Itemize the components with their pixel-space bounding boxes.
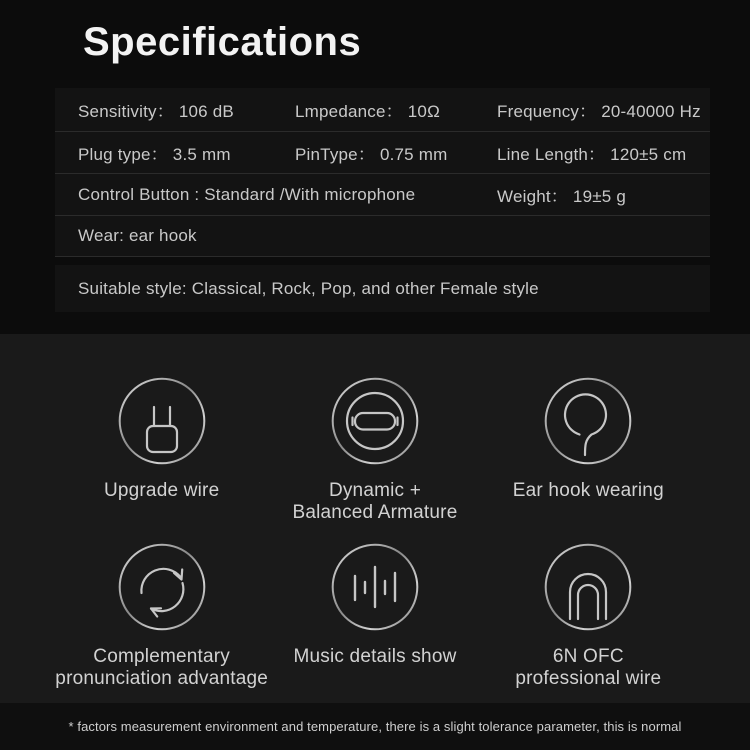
spec-suitable-style: Suitable style: Classical, Rock, Pop, and other Female style <box>78 278 539 298</box>
feature-label <box>55 646 268 689</box>
feature-music-details <box>268 543 481 703</box>
feature-dynamic-balanced-armature <box>268 377 481 537</box>
features-section <box>0 334 750 703</box>
feature-ear-hook-wearing <box>482 377 695 537</box>
feature-ofc-wire <box>482 543 695 703</box>
feature-label-line: Balanced Armature <box>292 501 458 523</box>
spec-control-button: Control Button : Standard /With microphone <box>78 184 416 204</box>
spec-table <box>55 88 710 312</box>
spec-sensitivity: Sensitivity： 106 dB <box>78 102 234 121</box>
feature-label <box>104 480 219 523</box>
page-title: Specifications <box>83 20 362 64</box>
feature-label-line: 6N OFC <box>552 646 624 667</box>
spec-plug-type: Plug type： 3.5 mm <box>78 145 231 164</box>
spec-row <box>55 88 710 131</box>
sound-wave-icon <box>331 543 419 631</box>
spec-row <box>55 131 710 173</box>
footnote-text: * factors measurement environment and temperature, there is a slight tolerance parameter, this is normal <box>68 719 682 734</box>
spec-impedance: Lmpedance： 10Ω <box>295 102 440 121</box>
spec-weight: Weight： 19±5 g <box>497 187 626 206</box>
ear-hook-icon <box>544 377 632 465</box>
feature-label <box>515 646 661 689</box>
feature-label-line: Dynamic + <box>328 480 422 501</box>
plug-icon <box>118 377 206 465</box>
spec-wear: Wear: ear hook <box>78 226 197 245</box>
spec-pin-type: PinType： 0.75 mm <box>295 145 448 164</box>
feature-upgrade-wire <box>55 377 268 537</box>
feature-label-line: Music details show <box>293 646 457 667</box>
cycle-arrows-icon <box>118 543 206 631</box>
feature-label-line: Complementary <box>93 646 231 667</box>
feature-label <box>292 480 457 523</box>
arch-wire-icon <box>544 543 632 631</box>
feature-label-line: pronunciation advantage <box>55 667 269 689</box>
feature-complementary-pronunciation <box>55 543 268 703</box>
footnote-section <box>0 703 750 750</box>
feature-label-line: Upgrade wire <box>103 480 220 501</box>
top-section <box>0 0 750 334</box>
spec-frequency: Frequency： 20-40000 Hz <box>497 102 701 121</box>
suitable-style-row <box>55 265 710 312</box>
feature-label-line: professional wire <box>515 667 662 689</box>
feature-label-line: Ear hook wearing <box>512 480 664 501</box>
spec-line-length: Line Length： 120±5 cm <box>497 145 687 164</box>
feature-label <box>293 646 456 689</box>
spec-row <box>55 173 710 215</box>
spec-row <box>55 215 710 257</box>
feature-label <box>513 480 664 523</box>
dynamic-balanced-armature-icon <box>331 377 419 465</box>
